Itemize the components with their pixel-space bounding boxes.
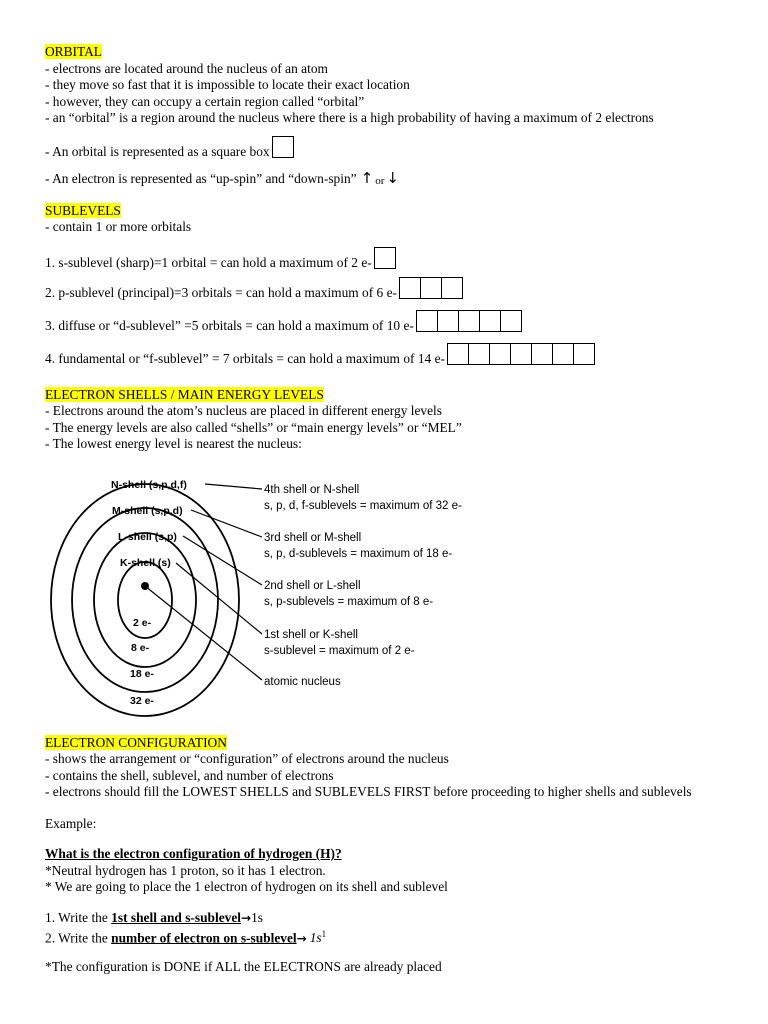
shells-line: - The energy levels are also called “shells” or “main energy levels” or “MEL”: [45, 419, 462, 435]
ring-label-l: L-shell (s,p): [118, 530, 177, 543]
down-arrow-icon: ↓: [386, 168, 399, 187]
spin-row: [45, 160, 745, 187]
step-2-result: 1s: [309, 930, 322, 946]
orbital-box: [573, 343, 595, 365]
orbital-box-sample: [272, 136, 294, 158]
ring-label-k: K-shell (s): [120, 556, 171, 569]
shells-line: - The lowest energy level is nearest the nucleus:: [45, 436, 302, 451]
step-2-bold: number of electron on s-sublevel: [111, 930, 297, 946]
ring-label-m: M-shell (s,p,d): [112, 504, 183, 517]
step-1-bold: 1st shell and s-sublevel: [111, 909, 241, 925]
orbital-box: [479, 310, 501, 332]
up-arrow-icon: ↑: [360, 168, 374, 187]
orbital-box: [531, 343, 553, 365]
sublevel-text: 4. fundamental or “f-sublevel” = 7 orbitals = can hold a maximum of 14 e-: [45, 350, 445, 366]
square-box-row: [45, 127, 745, 160]
orbital-box: [399, 277, 421, 299]
orbital-box: [458, 310, 480, 332]
sublevel-row-f: [45, 334, 745, 367]
callout-desc-m: s, p, d-sublevels = maximum of 18 e-: [264, 547, 453, 560]
electron-label-m: 18 e-: [130, 667, 154, 680]
callout-title-k: 1st shell or K-shell: [264, 628, 358, 641]
orbital-box: [500, 310, 522, 332]
sublevels-heading: SUBLEVELS: [45, 202, 121, 218]
config-line: - contains the shell, sublevel, and number of electrons: [45, 767, 334, 783]
orbital-line: - however, they can occupy a certain region called “orbital”: [45, 93, 365, 109]
electron-label-k: 2 e-: [133, 616, 152, 629]
step-2-superscript: 1: [321, 929, 327, 939]
question-line: [45, 846, 745, 863]
config-question: What is the electron configuration of hydrogen (H)?: [45, 846, 342, 861]
sublevel-row-p: [45, 271, 745, 301]
nucleus-label: atomic nucleus: [264, 675, 341, 688]
step-1: [45, 910, 745, 927]
shell-ring-n: [51, 484, 239, 716]
callout-title-l: 2nd shell or L-shell: [264, 579, 361, 592]
orbital-section: [45, 44, 745, 61]
shell-diagram: [45, 453, 745, 725]
sublevel-row-s: [45, 236, 745, 271]
sublevels-section: [45, 203, 745, 220]
orbital-box: [420, 277, 442, 299]
orbital-box: [441, 277, 463, 299]
shell-diagram-svg: [45, 453, 525, 725]
sublevel-text: 2. p-sublevel (principal)=3 orbitals = can hold a maximum of 6 e-: [45, 284, 398, 300]
sublevel-text: 1. s-sublevel (sharp)=1 orbital = can hold a maximum of 2 e-: [45, 254, 372, 270]
sublevel-text: 3. diffuse or “d-sublevel” =5 orbitals = can hold a maximum of 10 e-: [45, 317, 414, 333]
sublevels-intro: - contain 1 or more orbitals: [45, 219, 192, 234]
orbital-box: [374, 247, 396, 269]
spin-text: - An electron is represented as “up-spin” and “down-spin”: [45, 170, 357, 186]
sublevel-boxes: [447, 343, 595, 365]
shells-line: - Electrons around the atom’s nucleus are placed in different energy levels: [45, 403, 442, 418]
config-note: *Neutral hydrogen has 1 proton, so it has 1 electron.: [45, 862, 326, 878]
right-arrow-icon: →: [241, 910, 252, 925]
config-line: - shows the arrangement or “configuration” of electrons around the nucleus: [45, 751, 449, 766]
step-1-result: 1s: [251, 909, 263, 925]
orbital-box: [489, 343, 511, 365]
ring-label-n: N-shell (s,p,d,f): [111, 478, 187, 491]
sublevel-row-d: [45, 301, 745, 334]
step-2: [45, 926, 745, 946]
orbital-line: - an “orbital” is a region around the nucleus where there is a high probability of having a maximum of 2 electrons: [45, 110, 654, 125]
config-section: [45, 735, 745, 752]
orbital-box: [272, 136, 294, 158]
orbital-box: [437, 310, 459, 332]
shells-heading: ELECTRON SHELLS / MAIN ENERGY LEVELS: [45, 386, 324, 402]
callout-desc-k: s-sublevel = maximum of 2 e-: [264, 644, 415, 657]
step-1-prefix: 1. Write the: [45, 909, 112, 925]
sublevel-boxes: [399, 277, 463, 299]
step-2-prefix: 2. Write the: [45, 930, 112, 946]
callout-desc-n: s, p, d, f-sublevels = maximum of 32 e-: [264, 499, 462, 512]
orbital-line: - they move so fast that it is impossible to locate their exact location: [45, 77, 410, 92]
orbital-box: [416, 310, 438, 332]
done-text: *The configuration is DONE if ALL the ELECTRONS are already placed: [45, 958, 442, 974]
shells-section: [45, 387, 745, 404]
config-heading: ELECTRON CONFIGURATION: [45, 734, 227, 750]
callout-title-n: 4th shell or N-shell: [264, 483, 360, 496]
orbital-box: [510, 343, 532, 365]
square-box-text: - An orbital is represented as a square box: [45, 143, 270, 159]
electron-label-n: 32 e-: [130, 694, 154, 707]
right-arrow-icon: →: [296, 931, 307, 946]
or-text: or: [375, 174, 385, 187]
sublevel-boxes: [416, 310, 522, 332]
callout-title-m: 3rd shell or M-shell: [264, 531, 362, 544]
orbital-box: [447, 343, 469, 365]
electron-label-l: 8 e-: [131, 641, 150, 654]
config-line: - electrons should fill the LOWEST SHELLS and SUBLEVELS FIRST before proceeding to higher shells and sublevels: [45, 784, 692, 799]
orbital-line: - electrons are located around the nucleus of an atom: [45, 60, 328, 76]
orbital-heading: ORBITAL: [45, 44, 102, 59]
config-note: * We are going to place the 1 electron of hydrogen on its shell and sublevel: [45, 879, 448, 894]
document-page: [45, 44, 745, 975]
example-label: Example:: [45, 815, 97, 831]
orbital-box: [552, 343, 574, 365]
sublevel-boxes: [374, 247, 396, 269]
callout-desc-l: s, p-sublevels = maximum of 8 e-: [264, 595, 434, 608]
orbital-box: [468, 343, 490, 365]
